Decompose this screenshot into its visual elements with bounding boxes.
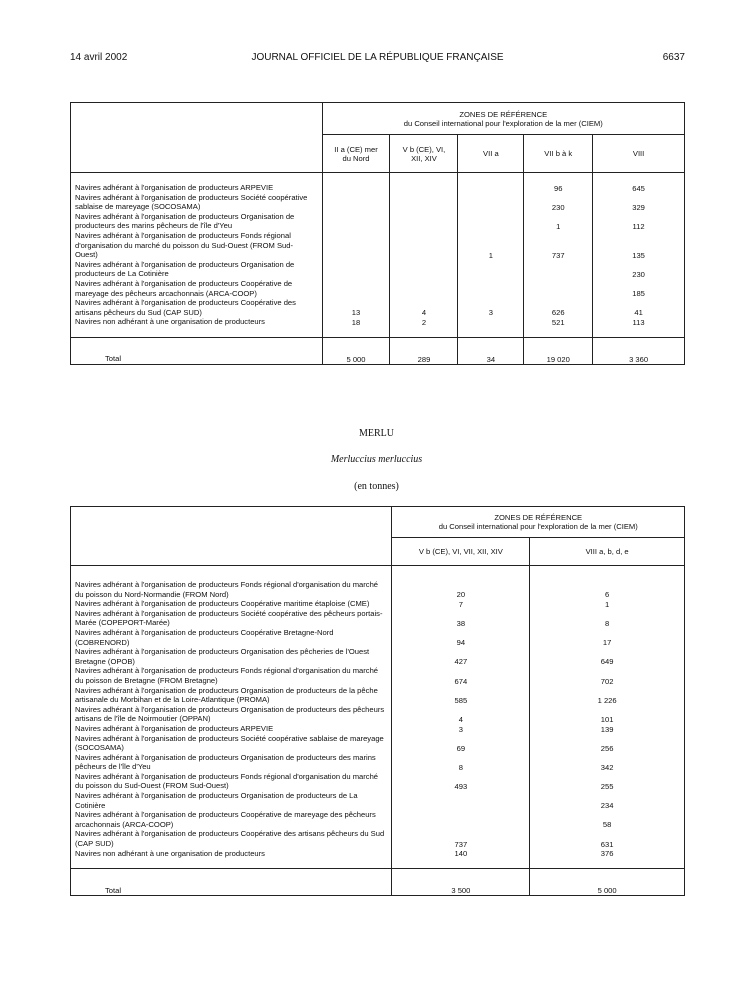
table-cell: 234 xyxy=(530,791,685,810)
total-cell: 5 000 xyxy=(530,869,685,896)
total-cell: 5 000 xyxy=(322,337,390,364)
row-label: Navires adhérant à l'organisation de producteurs Société coopérative sablaise de mareyage (SOCOSAMA) xyxy=(75,733,384,753)
table-cell: 376 xyxy=(530,849,685,859)
row-label: Navires adhérant à l'organisation de producteurs Fonds régional d'organisation du marché du poisson du Sud-Ouest (FROM Sud-Ouest) xyxy=(75,230,293,260)
table-row xyxy=(71,647,685,666)
row-label: Navires adhérant à l'organisation de producteurs Fonds régional d'organisation du marché du poisson du Nord-Normandie (FROM Nord) xyxy=(75,580,379,599)
row-label: Navires adhérant à l'organisation de producteurs Coopérative de mareyage des pêcheurs arcachonnais (ARCA-COOP) xyxy=(75,278,293,298)
table-cell xyxy=(390,231,458,260)
zones-title: ZONES DE RÉFÉRENCE xyxy=(494,513,583,522)
table-row xyxy=(71,849,685,859)
table-cell: 737 xyxy=(392,829,530,848)
row-label: Navires adhérant à l'organisation de producteurs Coopérative des artisans pêcheurs du Sud (CAP SUD) xyxy=(75,298,296,317)
table-cell: 96 xyxy=(524,183,593,193)
row-label: Navires adhérant à l'organisation de producteurs Organisation de producteurs de La Cotinière xyxy=(75,791,358,810)
total-label: Total xyxy=(71,869,392,896)
table-cell: 1 xyxy=(524,212,593,231)
table-cell xyxy=(392,810,530,829)
table-cell: 1 xyxy=(530,599,685,609)
total-cell: 19 020 xyxy=(524,337,593,364)
table-catch-quotas-1 xyxy=(70,102,685,365)
zones-subtitle: du Conseil international pour l'exploration de la mer (CIEM) xyxy=(438,522,638,531)
table-cell xyxy=(390,260,458,279)
column-header: VIII a, b, d, e xyxy=(530,538,685,566)
column-header: VII b à k xyxy=(524,135,593,173)
table-cell: 112 xyxy=(593,212,685,231)
table-cell: 8 xyxy=(392,753,530,772)
row-label: Navires adhérant à l'organisation de producteurs Coopérative Bretagne-Nord (COBRENORD) xyxy=(75,627,334,647)
table-cell xyxy=(458,279,524,298)
table-cell: 737 xyxy=(524,231,593,260)
table-cell: 140 xyxy=(392,849,530,859)
zones-title: ZONES DE RÉFÉRENCE xyxy=(459,109,548,119)
table-cell: 342 xyxy=(530,753,685,772)
table-row xyxy=(71,724,685,734)
column-header: V b (CE), VI, VII, XII, XIV xyxy=(392,538,530,566)
column-header: II a (CE) mer du Nord xyxy=(322,135,390,173)
total-cell: 34 xyxy=(458,337,524,364)
zones-header xyxy=(322,103,684,135)
table-cell xyxy=(322,279,390,298)
column-header: V b (CE), VI, XII, XIV xyxy=(390,135,458,173)
table-cell: 230 xyxy=(593,260,685,279)
row-label: Navires adhérant à l'organisation de producteurs Organisation de producteurs de la pêche artisanale du Morbihan et de la Loire-Atlantique (PROMA) xyxy=(75,685,378,705)
table-cell: 101 xyxy=(530,705,685,724)
table-row xyxy=(71,628,685,647)
table-cell: 20 xyxy=(392,580,530,599)
table-cell: 427 xyxy=(392,647,530,666)
table-cell xyxy=(392,791,530,810)
table-cell: 7 xyxy=(392,599,530,609)
table-cell xyxy=(322,193,390,212)
table-cell xyxy=(524,260,593,279)
row-label: Navires adhérant à l'organisation de producteurs Société coopérative des pêcheurs portais-Marée (COPEPORT-Marée) xyxy=(75,608,383,628)
table-cell xyxy=(458,212,524,231)
row-label: Navires adhérant à l'organisation de producteurs ARPEVIE xyxy=(75,183,274,192)
table-cell: 329 xyxy=(593,193,685,212)
table-cell xyxy=(322,212,390,231)
table-row xyxy=(71,810,685,829)
row-label: Navires non adhérant à une organisation de producteurs xyxy=(75,317,265,327)
header-page-number: 6637 xyxy=(662,52,685,63)
table-row xyxy=(71,599,685,609)
table-row xyxy=(71,772,685,791)
table-cell: 38 xyxy=(392,609,530,628)
table-cell: 139 xyxy=(530,724,685,734)
row-label: Navires adhérant à l'organisation de producteurs Coopérative des artisans pêcheurs du Sud (CAP SUD) xyxy=(75,829,385,849)
table-cell: 94 xyxy=(392,628,530,647)
table-cell: 255 xyxy=(530,772,685,791)
column-header: VIII xyxy=(593,135,685,173)
table-cell: 13 xyxy=(322,298,390,317)
table-row xyxy=(71,580,685,599)
table-row xyxy=(71,791,685,810)
table-cell: 6 xyxy=(530,580,685,599)
table-cell xyxy=(524,279,593,298)
table-cell xyxy=(322,231,390,260)
header-journal-title: JOURNAL OFFICIEL DE LA RÉPUBLIQUE FRANÇAISE xyxy=(251,52,504,63)
table-cell: 8 xyxy=(530,609,685,628)
table-cell: 702 xyxy=(530,666,685,685)
table-row xyxy=(71,666,685,685)
table-cell: 626 xyxy=(524,298,593,317)
row-label: Navires adhérant à l'organisation de producteurs Organisation de producteurs des marins pêcheurs de l'île d'Yeu xyxy=(75,752,376,772)
table-cell: 256 xyxy=(530,734,685,753)
table-cell: 649 xyxy=(530,647,685,666)
table-cell: 645 xyxy=(593,183,685,193)
table-cell: 1 xyxy=(458,231,524,260)
table-row xyxy=(71,829,685,848)
table-cell: 1 226 xyxy=(530,686,685,705)
unit-label: (en tonnes) xyxy=(354,481,399,492)
table-row xyxy=(71,212,685,231)
row-label: Navires adhérant à l'organisation de producteurs ARPEVIE xyxy=(75,723,274,733)
total-cell: 3 500 xyxy=(392,869,530,896)
table-cell xyxy=(458,260,524,279)
table-cell: 41 xyxy=(593,298,685,317)
table-cell: 493 xyxy=(392,772,530,791)
table-cell: 674 xyxy=(392,666,530,685)
row-label: Navires adhérant à l'organisation de producteurs Fonds régional d'organisation du marché du poisson de Bretagne (FROM Bretagne) xyxy=(75,666,379,685)
total-row xyxy=(71,869,685,896)
table-catch-quotas-2 xyxy=(70,506,685,896)
row-label: Navires adhérant à l'organisation de producteurs Coopérative maritime étaploise (CME) xyxy=(75,599,370,609)
table-row xyxy=(71,279,685,298)
table-cell: 3 xyxy=(458,298,524,317)
total-cell: 289 xyxy=(390,337,458,364)
table-cell xyxy=(390,183,458,193)
table-row xyxy=(71,734,685,753)
species-latin-name: Merluccius merluccius xyxy=(330,454,423,465)
table-row xyxy=(71,260,685,279)
table-row xyxy=(71,705,685,724)
species-name: MERLU xyxy=(359,428,394,439)
table-cell xyxy=(390,279,458,298)
header-date: 14 avril 2002 xyxy=(70,52,128,63)
table-cell: 3 xyxy=(392,724,530,734)
row-label: Navires adhérant à l'organisation de producteurs Organisation de producteurs des marins pêcheurs de l'île d'Yeu xyxy=(75,211,295,231)
table-row xyxy=(71,193,685,212)
table-cell: 135 xyxy=(593,231,685,260)
table-cell: 18 xyxy=(322,317,390,327)
row-label: Navires non adhérant à une organisation de producteurs xyxy=(75,848,265,858)
zones-header xyxy=(392,507,685,538)
table-cell: 230 xyxy=(524,193,593,212)
table-cell: 585 xyxy=(392,686,530,705)
row-label: Navires adhérant à l'organisation de producteurs Organisation de producteurs de La Cotinière xyxy=(75,259,295,279)
table-cell: 185 xyxy=(593,279,685,298)
table-cell: 631 xyxy=(530,829,685,848)
table-cell: 69 xyxy=(392,734,530,753)
table-cell xyxy=(390,212,458,231)
table-cell xyxy=(322,260,390,279)
page-header xyxy=(70,52,685,66)
table-cell xyxy=(458,193,524,212)
table-row xyxy=(71,753,685,772)
table-cell: 58 xyxy=(530,810,685,829)
table-row xyxy=(71,231,685,260)
column-header: VII a xyxy=(458,135,524,173)
row-label: Navires adhérant à l'organisation de producteurs Coopérative de mareyage des pêcheurs arcachonnais (ARCA-COOP) xyxy=(75,810,376,829)
table-row xyxy=(71,609,685,628)
row-label: Navires adhérant à l'organisation de producteurs Société coopérative sablaise de mareyage (SOCOSAMA) xyxy=(75,192,308,212)
table-row xyxy=(71,317,685,327)
table-cell xyxy=(322,183,390,193)
row-label: Navires adhérant à l'organisation de producteurs Organisation des pêcheries de l'Ouest Bretagne (OPOB) xyxy=(75,647,370,666)
total-label: Total xyxy=(71,337,323,364)
table-row xyxy=(71,686,685,705)
table-row xyxy=(71,183,685,193)
table-cell: 4 xyxy=(392,705,530,724)
row-label: Navires adhérant à l'organisation de producteurs Fonds régional d'organisation du marché du poisson du Sud-Ouest (FROM Sud-Ouest) xyxy=(75,771,379,791)
table-cell: 521 xyxy=(524,317,593,327)
table-row xyxy=(71,298,685,317)
zones-subtitle: du Conseil international pour l'exploration de la mer (CIEM) xyxy=(403,118,603,128)
table-cell: 113 xyxy=(593,317,685,327)
table-cell: 17 xyxy=(530,628,685,647)
total-row xyxy=(71,337,685,364)
table-cell: 4 xyxy=(390,298,458,317)
table-cell xyxy=(458,317,524,327)
table-cell xyxy=(458,183,524,193)
table-cell xyxy=(390,193,458,212)
table-cell: 2 xyxy=(390,317,458,327)
total-cell: 3 360 xyxy=(593,337,685,364)
row-label: Navires adhérant à l'organisation de producteurs Organisation de producteurs des pêcheurs artisans de l'île de Noirmoutier (OPPAN) xyxy=(75,704,385,724)
